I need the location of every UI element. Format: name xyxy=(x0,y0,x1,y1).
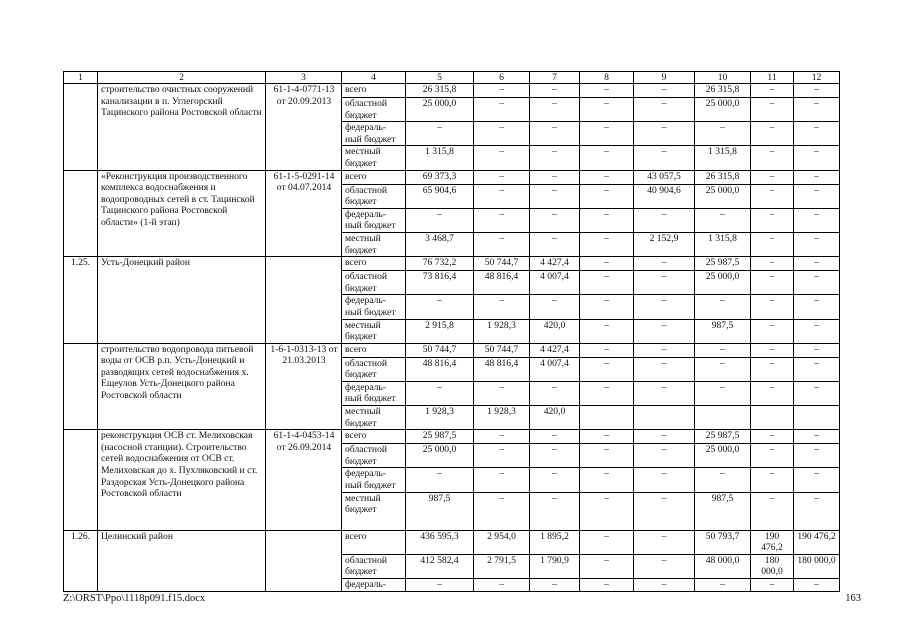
row-number xyxy=(64,343,98,430)
value-cell: 2 791,5 xyxy=(474,554,530,578)
value-cell: – xyxy=(751,579,794,592)
value-cell: – xyxy=(530,170,580,184)
value-cell: – xyxy=(794,257,840,271)
value-cell: – xyxy=(695,295,751,319)
file-path: Z:\ORST\Ppo\1118p091.f15.docx xyxy=(63,593,206,604)
value-cell: 48 816,4 xyxy=(474,357,530,381)
row-number xyxy=(64,430,98,530)
table-row xyxy=(64,430,840,444)
value-cell: 25 000,0 xyxy=(695,184,751,208)
value-cell: – xyxy=(794,84,840,98)
value-cell: – xyxy=(530,98,580,122)
value-cell: – xyxy=(794,357,840,381)
value-cell: 1 315,8 xyxy=(695,232,751,256)
value-cell: – xyxy=(580,184,634,208)
value-cell: – xyxy=(794,271,840,295)
value-cell: 412 582,4 xyxy=(406,554,474,578)
value-cell: 26 315,8 xyxy=(695,84,751,98)
value-cell: – xyxy=(580,444,634,468)
object-name: Целинский район xyxy=(98,530,266,591)
value-cell: – xyxy=(474,444,530,468)
value-cell: – xyxy=(474,492,530,530)
value-cell: – xyxy=(751,343,794,357)
header-cell: 12 xyxy=(794,72,840,84)
header-cell: 10 xyxy=(695,72,751,84)
value-cell: – xyxy=(794,184,840,208)
funding-source: всего xyxy=(342,170,406,184)
page-number: 163 xyxy=(845,593,861,604)
funding-source: местный бюджет xyxy=(342,492,406,530)
value-cell: 25 000,0 xyxy=(406,98,474,122)
value-cell: 1 928,3 xyxy=(406,406,474,430)
registration-number xyxy=(266,257,342,344)
value-cell: – xyxy=(794,146,840,170)
value-cell: – xyxy=(794,343,840,357)
value-cell: 4 427,4 xyxy=(530,257,580,271)
value-cell: 25 000,0 xyxy=(695,444,751,468)
value-cell: 69 373,3 xyxy=(406,170,474,184)
value-cell: – xyxy=(634,257,695,271)
value-cell: – xyxy=(580,357,634,381)
value-cell: 180 000,0 xyxy=(751,554,794,578)
value-cell xyxy=(580,406,634,430)
value-cell: – xyxy=(751,232,794,256)
funding-source: местный бюджет xyxy=(342,319,406,343)
value-cell: – xyxy=(530,208,580,232)
value-cell: – xyxy=(580,319,634,343)
value-cell: – xyxy=(634,579,695,592)
value-cell: 48 816,4 xyxy=(474,271,530,295)
value-cell: – xyxy=(580,232,634,256)
value-cell: – xyxy=(474,579,530,592)
value-cell: – xyxy=(406,208,474,232)
value-cell: – xyxy=(751,146,794,170)
funding-source: всего xyxy=(342,84,406,98)
header-cell: 7 xyxy=(530,72,580,84)
value-cell: – xyxy=(794,170,840,184)
value-cell: – xyxy=(474,381,530,405)
value-cell: 4 007,4 xyxy=(530,357,580,381)
value-cell: 43 057,5 xyxy=(634,170,695,184)
value-cell: 50 744,7 xyxy=(406,343,474,357)
table-row xyxy=(64,343,840,357)
funding-source: федераль- ный бюджет xyxy=(342,295,406,319)
value-cell: 987,5 xyxy=(695,492,751,530)
value-cell: – xyxy=(406,579,474,592)
header-cell: 11 xyxy=(751,72,794,84)
value-cell: – xyxy=(580,98,634,122)
value-cell: – xyxy=(530,579,580,592)
table-row xyxy=(64,530,840,554)
value-cell: 987,5 xyxy=(406,492,474,530)
value-cell: – xyxy=(695,468,751,492)
value-cell: – xyxy=(751,357,794,381)
value-cell: – xyxy=(634,444,695,468)
value-cell: – xyxy=(634,146,695,170)
value-cell: 1 895,2 xyxy=(530,530,580,554)
funding-source: федераль- ный бюджет xyxy=(342,468,406,492)
table-row xyxy=(64,170,840,184)
value-cell: 190 476,2 xyxy=(794,530,840,554)
value-cell: – xyxy=(751,295,794,319)
funding-source: областной бюджет xyxy=(342,271,406,295)
value-cell: – xyxy=(634,468,695,492)
funding-source: областной бюджет xyxy=(342,554,406,578)
value-cell: – xyxy=(474,146,530,170)
value-cell: – xyxy=(634,84,695,98)
funding-source: федераль- ный бюджет xyxy=(342,208,406,232)
object-name: реконструкция ОСВ ст. Мелиховская (насосной станции). Строительство сетей водоснабжения от ОСВ ст. Мелиховская до х. Пухляковский и ст. Раздорская Усть-Донецкого района Ростовской области xyxy=(98,430,266,530)
value-cell: 25 987,5 xyxy=(695,257,751,271)
value-cell: – xyxy=(580,84,634,98)
value-cell: 2 915,8 xyxy=(406,319,474,343)
value-cell: – xyxy=(794,232,840,256)
value-cell: – xyxy=(634,430,695,444)
value-cell: – xyxy=(794,122,840,146)
value-cell: – xyxy=(474,98,530,122)
funding-source: всего xyxy=(342,430,406,444)
value-cell: – xyxy=(634,319,695,343)
value-cell: – xyxy=(406,381,474,405)
value-cell: – xyxy=(751,84,794,98)
value-cell xyxy=(751,406,794,430)
value-cell: – xyxy=(580,430,634,444)
value-cell: – xyxy=(580,295,634,319)
value-cell: 180 000,0 xyxy=(794,554,840,578)
object-name: Усть-Донецкий район xyxy=(98,257,266,344)
registration-number: 61-1-4-0453-14 от 26.09.2014 xyxy=(266,430,342,530)
value-cell: – xyxy=(580,381,634,405)
object-name: «Реконструкция производственного комплекса водоснабжения и водопроводных сетей в ст. Тацинской Тацинского района Ростовской области» (1-й этап) xyxy=(98,170,266,257)
value-cell: 25 000,0 xyxy=(406,444,474,468)
object-name: строительство водопровода питьевой воды от ОСВ р.п. Усть-Донецкий и разводящих сетей водоснабжения х. Ещеулов Усть-Донецкого района Ростовской области xyxy=(98,343,266,430)
value-cell: – xyxy=(530,430,580,444)
value-cell: – xyxy=(751,381,794,405)
value-cell: – xyxy=(580,343,634,357)
funding-source: местный бюджет xyxy=(342,146,406,170)
value-cell: – xyxy=(530,295,580,319)
value-cell: – xyxy=(695,122,751,146)
value-cell: 48 000,0 xyxy=(695,554,751,578)
funding-source: федераль- ный бюджет xyxy=(342,381,406,405)
value-cell: 987,5 xyxy=(695,319,751,343)
funding-source: областной бюджет xyxy=(342,357,406,381)
value-cell: – xyxy=(794,98,840,122)
value-cell: – xyxy=(695,381,751,405)
value-cell: – xyxy=(794,444,840,468)
value-cell: 2 954,0 xyxy=(474,530,530,554)
value-cell: – xyxy=(580,208,634,232)
funding-source: местный бюджет xyxy=(342,406,406,430)
value-cell: 4 007,4 xyxy=(530,271,580,295)
row-number xyxy=(64,84,98,171)
registration-number xyxy=(266,530,342,591)
value-cell: – xyxy=(580,554,634,578)
value-cell: 73 816,4 xyxy=(406,271,474,295)
funding-source: федераль- ный бюджет xyxy=(342,122,406,146)
value-cell: – xyxy=(530,444,580,468)
value-cell: – xyxy=(530,122,580,146)
value-cell: 4 427,4 xyxy=(530,343,580,357)
funding-source: областной бюджет xyxy=(342,98,406,122)
value-cell: – xyxy=(794,579,840,592)
value-cell: – xyxy=(634,381,695,405)
value-cell: 3 468,7 xyxy=(406,232,474,256)
header-cell: 8 xyxy=(580,72,634,84)
registration-number: 61-1-4-0771-13 от 20.09.2013 xyxy=(266,84,342,171)
value-cell: – xyxy=(474,295,530,319)
header-cell: 1 xyxy=(64,72,98,84)
value-cell: – xyxy=(794,468,840,492)
value-cell: – xyxy=(634,271,695,295)
value-cell: – xyxy=(751,492,794,530)
value-cell: – xyxy=(751,468,794,492)
value-cell: – xyxy=(580,492,634,530)
value-cell: – xyxy=(530,381,580,405)
table-row xyxy=(64,84,840,98)
funding-source: всего xyxy=(342,343,406,357)
funding-source: областной бюджет xyxy=(342,444,406,468)
value-cell: 1 790,9 xyxy=(530,554,580,578)
value-cell: – xyxy=(580,271,634,295)
value-cell: 48 816,4 xyxy=(406,357,474,381)
value-cell: 40 904,6 xyxy=(634,184,695,208)
value-cell: – xyxy=(530,184,580,208)
value-cell: – xyxy=(474,122,530,146)
value-cell: – xyxy=(530,492,580,530)
value-cell: 50 793,7 xyxy=(695,530,751,554)
value-cell xyxy=(695,406,751,430)
value-cell: 436 595,3 xyxy=(406,530,474,554)
value-cell: 1 315,8 xyxy=(406,146,474,170)
value-cell: – xyxy=(751,319,794,343)
value-cell: – xyxy=(530,232,580,256)
value-cell: – xyxy=(580,530,634,554)
value-cell: – xyxy=(794,295,840,319)
value-cell: – xyxy=(530,468,580,492)
funding-source: всего xyxy=(342,257,406,271)
value-cell: – xyxy=(751,271,794,295)
value-cell: 420,0 xyxy=(530,406,580,430)
funding-source: федераль- xyxy=(342,579,406,592)
value-cell: 25 000,0 xyxy=(695,98,751,122)
value-cell: – xyxy=(474,84,530,98)
value-cell: 26 315,8 xyxy=(695,170,751,184)
value-cell: – xyxy=(634,530,695,554)
value-cell: – xyxy=(794,208,840,232)
budget-table xyxy=(63,71,840,592)
header-cell: 3 xyxy=(266,72,342,84)
funding-source: местный бюджет xyxy=(342,232,406,256)
value-cell: – xyxy=(794,492,840,530)
funding-source: областной бюджет xyxy=(342,184,406,208)
value-cell: 1 928,3 xyxy=(474,319,530,343)
value-cell: – xyxy=(474,170,530,184)
value-cell: – xyxy=(751,184,794,208)
value-cell: – xyxy=(580,468,634,492)
value-cell: – xyxy=(794,381,840,405)
value-cell: – xyxy=(530,146,580,170)
value-cell: – xyxy=(580,146,634,170)
value-cell: – xyxy=(530,84,580,98)
header-cell: 5 xyxy=(406,72,474,84)
value-cell: – xyxy=(751,430,794,444)
value-cell: – xyxy=(794,430,840,444)
value-cell: – xyxy=(751,208,794,232)
value-cell: 50 744,7 xyxy=(474,257,530,271)
value-cell: – xyxy=(751,444,794,468)
table-row xyxy=(64,257,840,271)
value-cell: – xyxy=(580,579,634,592)
row-number: 1.26. xyxy=(64,530,98,591)
value-cell: 1 928,3 xyxy=(474,406,530,430)
value-cell: 25 987,5 xyxy=(695,430,751,444)
object-name: строительство очистных сооружений канализации в п. Углегорский Тацинского района Ростовской области xyxy=(98,84,266,171)
value-cell: – xyxy=(634,343,695,357)
value-cell: 2 152,9 xyxy=(634,232,695,256)
value-cell: – xyxy=(695,579,751,592)
header-cell: 2 xyxy=(98,72,266,84)
value-cell: 65 904,6 xyxy=(406,184,474,208)
funding-source: всего xyxy=(342,530,406,554)
header-row xyxy=(64,72,840,84)
registration-number: 61-1-5-0291-14 от 04.07.2014 xyxy=(266,170,342,257)
value-cell: – xyxy=(406,122,474,146)
value-cell: – xyxy=(695,208,751,232)
value-cell: 50 744,7 xyxy=(474,343,530,357)
value-cell: – xyxy=(474,468,530,492)
row-number: 1.25. xyxy=(64,257,98,344)
value-cell: – xyxy=(580,122,634,146)
value-cell: 190 476,2 xyxy=(751,530,794,554)
value-cell: – xyxy=(474,430,530,444)
value-cell xyxy=(634,406,695,430)
value-cell: – xyxy=(794,319,840,343)
value-cell: – xyxy=(751,257,794,271)
value-cell: – xyxy=(695,343,751,357)
value-cell: 25 987,5 xyxy=(406,430,474,444)
value-cell: – xyxy=(634,98,695,122)
value-cell: 1 315,8 xyxy=(695,146,751,170)
value-cell: 76 732,2 xyxy=(406,257,474,271)
value-cell: – xyxy=(695,357,751,381)
value-cell: – xyxy=(406,295,474,319)
value-cell: – xyxy=(474,232,530,256)
value-cell: – xyxy=(634,208,695,232)
value-cell: – xyxy=(634,122,695,146)
value-cell: – xyxy=(474,184,530,208)
registration-number: 1-6-1-0313-13 от 21.03.2013 xyxy=(266,343,342,430)
value-cell: – xyxy=(474,208,530,232)
value-cell: – xyxy=(751,170,794,184)
value-cell: – xyxy=(580,170,634,184)
value-cell xyxy=(794,406,840,430)
value-cell: 420,0 xyxy=(530,319,580,343)
header-cell: 6 xyxy=(474,72,530,84)
value-cell: – xyxy=(634,554,695,578)
value-cell: – xyxy=(634,295,695,319)
value-cell: – xyxy=(406,468,474,492)
value-cell: – xyxy=(634,357,695,381)
value-cell: 25 000,0 xyxy=(695,271,751,295)
header-cell: 4 xyxy=(342,72,406,84)
value-cell: – xyxy=(580,257,634,271)
header-cell: 9 xyxy=(634,72,695,84)
value-cell: 26 315,8 xyxy=(406,84,474,98)
value-cell: – xyxy=(751,98,794,122)
value-cell: – xyxy=(634,492,695,530)
value-cell: – xyxy=(751,122,794,146)
row-number xyxy=(64,170,98,257)
